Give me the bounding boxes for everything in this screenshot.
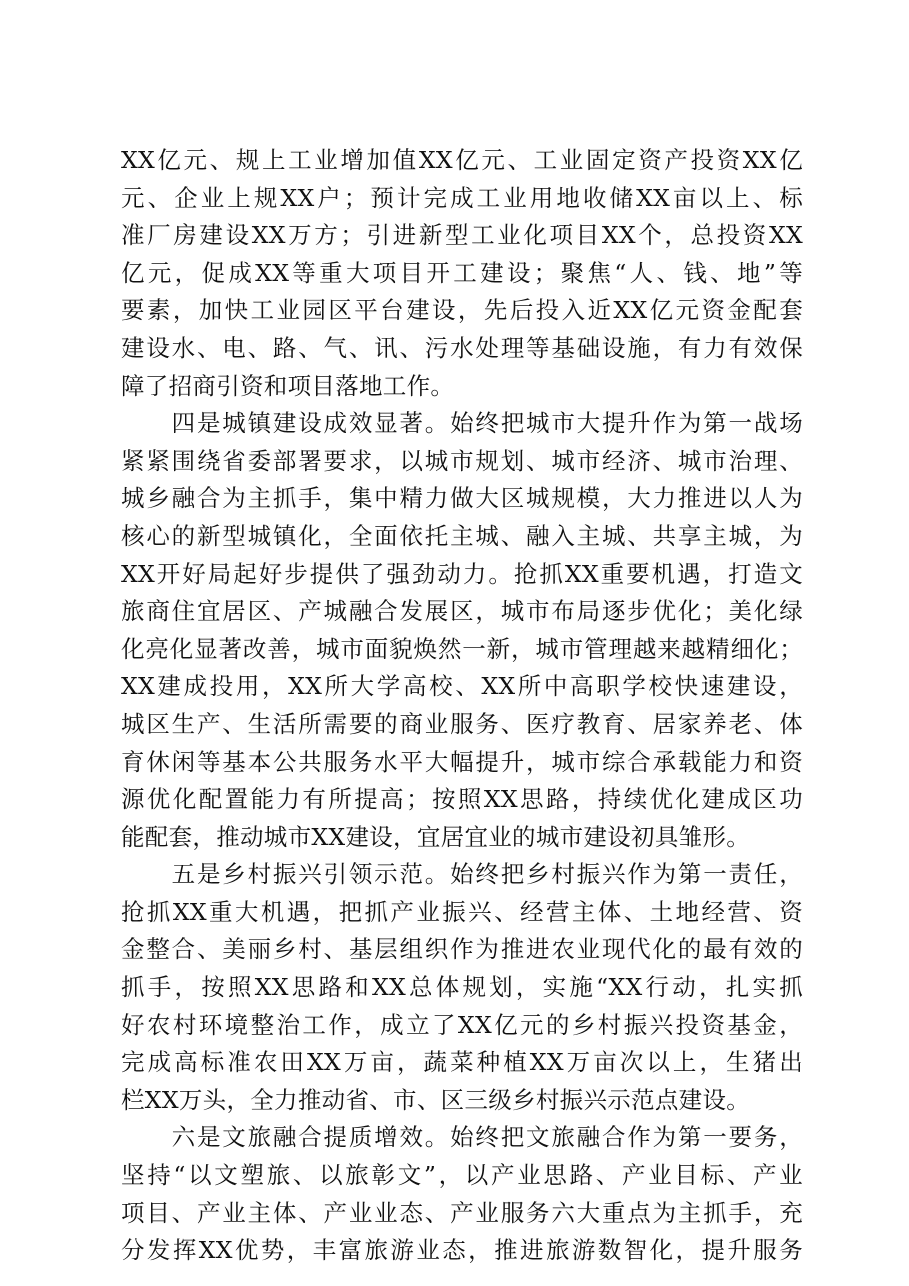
text-line: 抢抓XX重大机遇，把抓产业振兴、经营主体、土地经营、资	[121, 897, 803, 926]
text-line: 亿元，促成XX等重大项目开工建设；聚焦“人、钱、地”等	[121, 258, 803, 287]
text-line: 五是乡村振兴引领示范。始终把乡村振兴作为第一责任，	[121, 860, 803, 889]
text-line: 城乡融合为主抓手，集中精力做大区城规模，大力推进以人为	[121, 484, 803, 513]
text-line: 元、企业上规XX户；预计完成工业用地收储XX亩以上、标	[121, 183, 803, 212]
text-line: XX建成投用，XX所大学高校、XX所中高职学校快速建设，	[121, 672, 803, 701]
text-line: XX开好局起好步提供了强劲动力。抢抓XX重要机遇，打造文	[121, 559, 803, 588]
text-line: 项目、产业主体、产业业态、产业服务六大重点为主抓手，充	[121, 1198, 803, 1227]
text-line: 城区生产、生活所需要的商业服务、医疗教育、居家养老、体	[121, 709, 803, 738]
text-line: 源优化配置能力有所提高；按照XX思路，持续优化建成区功	[121, 785, 803, 814]
text-line: 分发挥XX优势，丰富旅游业态，推进旅游数智化，提升服务	[121, 1236, 803, 1265]
text-line: 好农村环境整治工作，成立了XX亿元的乡村振兴投资基金，	[121, 1010, 803, 1039]
text-line: 旅商住宜居区、产城融合发展区，城市布局逐步优化；美化绿	[121, 597, 803, 626]
text-line: 障了招商引资和项目落地工作。	[121, 371, 455, 400]
text-line: 金整合、美丽乡村、基层组织作为推进农业现代化的最有效的	[121, 935, 803, 964]
text-line: 六是文旅融合提质增效。始终把文旅融合作为第一要务，	[121, 1123, 803, 1152]
text-line: 能配套，推动城市XX建设，宜居宜业的城市建设初具雏形。	[121, 822, 751, 851]
text-line: 四是城镇建设成效显著。始终把城市大提升作为第一战场	[121, 409, 803, 438]
text-line: 建设水、电、路、气、讯、污水处理等基础设施，有力有效保	[121, 333, 803, 362]
text-line: 抓手，按照XX思路和XX总体规划，实施“XX行动，扎实抓	[121, 973, 803, 1002]
text-line: 化亮化显著改善，城市面貌焕然一新，城市管理越来越精细化；	[121, 634, 803, 663]
document-body	[121, 142, 803, 1270]
text-line: 核心的新型城镇化，全面依托主城、融入主城、共享主城，为	[121, 521, 803, 550]
text-line: 准厂房建设XX万方；引进新型工业化项目XX个，总投资XX	[121, 221, 803, 250]
text-line: 紧紧围绕省委部署要求，以城市规划、城市经济、城市治理、	[121, 446, 803, 475]
text-line: 完成高标准农田XX万亩，蔬菜种植XX万亩次以上，生猪出	[121, 1048, 803, 1077]
text-line: 育休闲等基本公共服务水平大幅提升，城市综合承载能力和资	[121, 747, 803, 776]
text-line: 坚持“以文塑旅、以旅彰文”，以产业思路、产业目标、产业	[121, 1161, 803, 1190]
text-line: 栏XX万头，全力推动省、市、区三级乡村振兴示范点建设。	[121, 1085, 751, 1114]
text-line: 要素，加快工业园区平台建设，先后投入近XX亿元资金配套	[121, 296, 803, 325]
text-line: XX亿元、规上工业增加值XX亿元、工业固定资产投资XX亿	[121, 146, 803, 174]
